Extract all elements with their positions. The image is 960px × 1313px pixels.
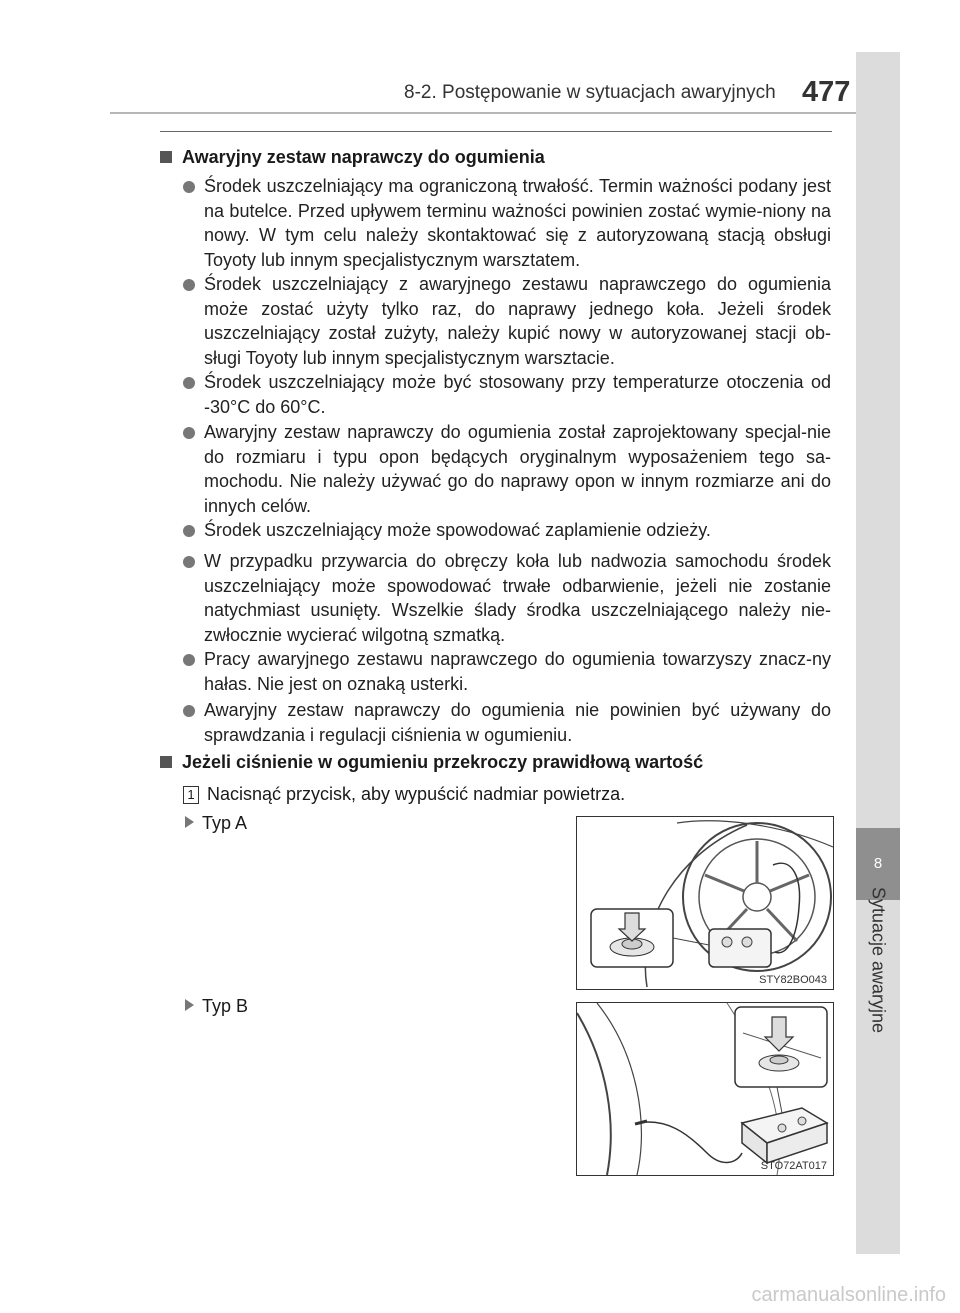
- type-b-label: Typ B: [185, 995, 248, 1017]
- round-bullet-icon: [183, 705, 195, 717]
- section-heading-repair-kit: Awaryjny zestaw naprawczy do ogumienia: [160, 146, 545, 168]
- page-header-title: 8-2. Postępowanie w sytuacjach awaryjnych: [404, 82, 776, 103]
- section-heading-overpressure: Jeżeli ciśnienie w ogumieniu przekroczy prawidłową wartość: [160, 751, 703, 773]
- triangle-bullet-icon: [185, 999, 194, 1011]
- chapter-side-tab: [856, 52, 900, 1254]
- figure-type-a: [576, 816, 834, 990]
- triangle-bullet-icon: [185, 816, 194, 828]
- list-item: Środek uszczelniający z awaryjnego zestawu naprawczego do ogumienia może zostać użyty tylko raz, do naprawy jednego koła. Jeżeli środek uszczelniający został zużyty, należy kupić nowy w autoryzowanej stacji ob-sługi Toyoty lub innym specjalistycznym warsztacie.: [183, 272, 831, 370]
- round-bullet-icon: [183, 654, 195, 666]
- type-a-label: Typ A: [185, 812, 247, 834]
- list-item: W przypadku przywarcia do obręczy koła lub nadwozia samochodu środek uszczelniający może spowodować trwałe odbarwienie, jeżeli nie zostanie natychmiast usunięty. Wszelkie ślady środka uszczelniającego należy nie-zwłocznie wycierać wilgotną szmatką.: [183, 549, 831, 647]
- round-bullet-icon: [183, 525, 195, 537]
- round-bullet-icon: [183, 181, 195, 193]
- round-bullet-icon: [183, 279, 195, 291]
- instruction-step: [183, 783, 625, 805]
- watermark: carmanualsonline.info: [751, 1284, 946, 1306]
- tire-repair-illustration-a: [577, 817, 833, 989]
- figure-type-b: [576, 1002, 834, 1176]
- chapter-number-tab: 8: [856, 828, 900, 900]
- page-number: 477: [802, 76, 851, 108]
- step-text: Nacisnąć przycisk, aby wypuścić nadmiar powietrza.: [207, 784, 626, 804]
- chapter-label: Sytuacje awaryjne: [868, 886, 889, 1034]
- round-bullet-icon: [183, 427, 195, 439]
- list-item: Środek uszczelniający może spowodować zaplamienie odzieży.: [183, 518, 831, 543]
- list-item: Pracy awaryjnego zestawu naprawczego do ogumienia towarzyszy znacz-ny hałas. Nie jest on oznaką usterki.: [183, 647, 831, 696]
- content-divider: [160, 131, 832, 132]
- list-item: Środek uszczelniający ma ograniczoną trwałość. Termin ważności podany jest na butelce. Przed upływem terminu ważności powinien zostać wymie-niony na nowy. W tym celu należy skontaktować się z autoryzowaną stacją obsługi Toyoty lub innym specjalistycznym warsztatem.: [183, 174, 831, 272]
- figure-code: STO72AT017: [760, 1160, 827, 1172]
- tire-repair-illustration-b: [577, 1003, 833, 1175]
- list-item: Awaryjny zestaw naprawczy do ogumienia został zaprojektowany specjal-nie do rozmiaru i typu opon będących oryginalnym wyposażeniem tego sa-mochodu. Nie należy używać go do naprawy opon w innym rozmiarze ani do innych celów.: [183, 420, 831, 518]
- list-item: Środek uszczelniający może być stosowany przy temperaturze otoczenia od -30°C do 60°C.: [183, 370, 831, 419]
- square-bullet-icon: [160, 151, 172, 163]
- figure-code: STY82BO043: [759, 974, 827, 986]
- step-number: 1: [183, 786, 199, 804]
- square-bullet-icon: [160, 756, 172, 768]
- header-divider: [110, 112, 856, 114]
- round-bullet-icon: [183, 556, 195, 568]
- list-item: Awaryjny zestaw naprawczy do ogumienia nie powinien być używany do sprawdzania i regulacji ciśnienia w ogumieniu.: [183, 698, 831, 747]
- round-bullet-icon: [183, 377, 195, 389]
